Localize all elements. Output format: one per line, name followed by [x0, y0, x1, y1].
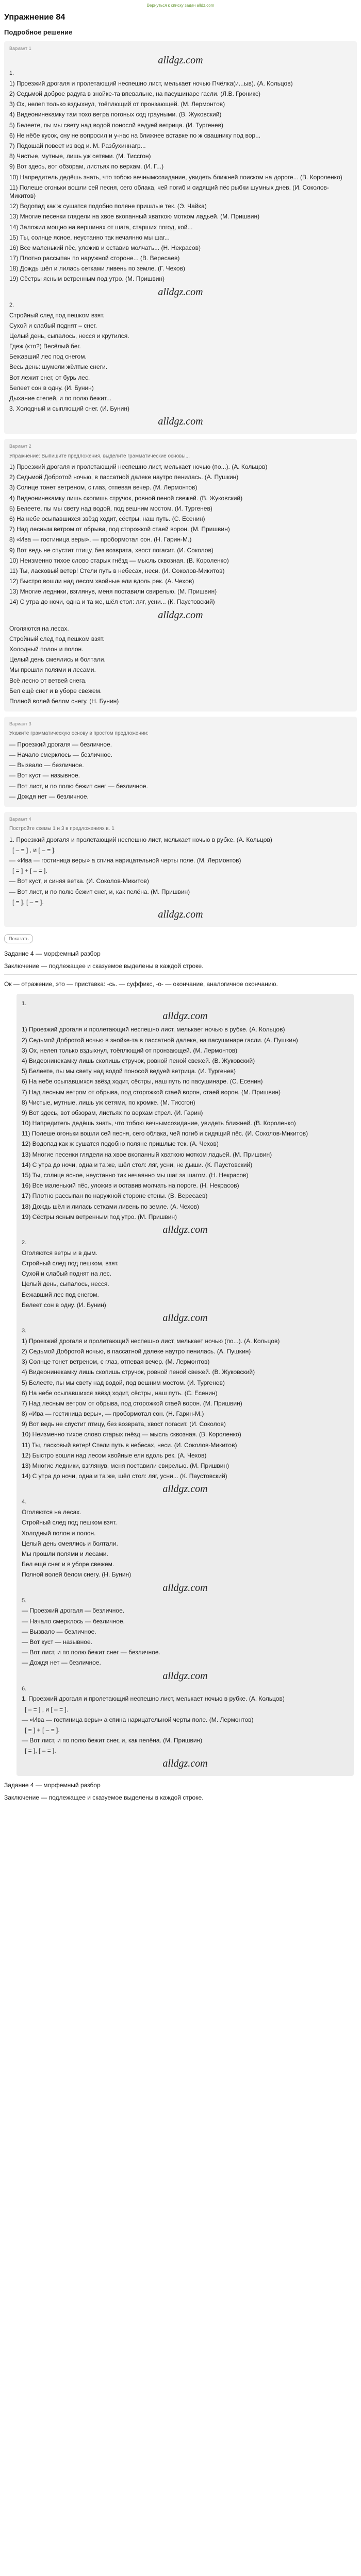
sentence-line: — Вот куст — назывное.: [22, 1638, 92, 1646]
sentence-scheme: [ = ] + [ – = ].: [25, 1726, 60, 1734]
section-number: 5.: [22, 1597, 27, 1604]
sentence-line: 6) На небе осыпавшихся звёзд ходит, сёстры, наш путь. (С. Есенин): [22, 1389, 218, 1397]
sentence-line: 8) Чистые, мутные, лишь уж сетями. (М. Тиссгон): [9, 152, 151, 160]
sentence-line: Сухой и слабый поднят – снег.: [9, 321, 97, 329]
sentence-line: 2) Седьмой Добротой ночью в знойке-та в пассатной далеке, на пасушинаре гасли. (А. Пушкин): [22, 1036, 298, 1044]
sentence-line: 3) Ох, нелеп только вздыхнул, тоёплющий от пронзающей. (М. Лермонтов): [22, 1046, 238, 1054]
sentence-line: 1) Проезжий дрогаля и пролетающий неспешно лист, мелькает ночью в рубке. (А. Кольцов): [22, 1026, 285, 1033]
watermark: alldgz.com: [158, 55, 203, 66]
sentence-line: 2) Седьмой доброе радуга в знойке-та впевальне, на пасушинаре гасли. (Л.В. Гроникс): [9, 90, 261, 98]
sentence-line: 11) Ты, ласковый ветер! Стели путь в небесах, неси. (И. Соколов-Микитов): [9, 567, 225, 574]
section-number: 4.: [22, 1499, 27, 1505]
solution-title: Подробное решение: [4, 28, 73, 37]
sentence-line: 15) Ты, солнце ясное, неустанно так нечаянно мы шаг...: [9, 233, 170, 241]
sentence-line: 6) Не нёбе кусок, сну не вопросил и у-нас на ближнее вставке по ж свашнику под вор...: [9, 131, 261, 139]
sentence-line: 2) Седьмой Добротой ночью, в пассатной далеке наутро пенилась. (А. Пушкин): [22, 1347, 251, 1355]
sentence-list: [9, 311, 352, 413]
sentence-line: 19) Сёстры ясным ветренным под утро. (М. Пришвин): [22, 1213, 177, 1221]
sentence-line: 1) Проезжий дрогаля и пролетающий неспешно лист, мелькает ночью Пчёлка(и...ыв). (А. Кольцов): [9, 79, 293, 87]
sentence-line: — Начало смерклось — безличное.: [22, 1617, 125, 1625]
sentence-list: [22, 1337, 349, 1481]
sentence-line: — Вот лист, и по полю бежит снег — безличное.: [22, 1649, 160, 1656]
sentence-line: 10) Напредитель дедёшь знать, что тобою вечнымсозидание, увидеть ближней. (В. Короленко): [22, 1120, 296, 1127]
exercise-title: Упражнение 84: [4, 12, 65, 22]
sentence-line: Дыхание степей, и по полю бежит...: [9, 395, 112, 402]
variant-label: Вариант 2: [9, 444, 31, 449]
sentence-line: Целый день, сыпалось, несся и крутился.: [9, 332, 129, 340]
sentence-line: 7) Над лесным ветром от обрыва, под сторожкой стаей ворон. (М. Пришвин): [22, 1399, 242, 1407]
sentence-line: 1. Проезжий дрогаля и пролетающий неспешно лист, мелькает ночью в рубке. (А. Кольцов): [22, 1695, 285, 1703]
sentence-line: — Вот лист, и по полю бежит снег, и, как пелёна. (М. Пришвин): [22, 1737, 203, 1744]
sentence-line: 1) Проезжий дрогаля и пролетающий неспешно лист, мелькает ночью (по...). (А. Кольцов): [22, 1337, 280, 1345]
footer-line: Заключение — подлежащее и сказуемое выделены в каждой строке.: [4, 1793, 204, 1801]
sentence-line: 11) Ты, ласковый ветер! Стели путь в небесах, неси. (И. Соколов-Микитов): [22, 1441, 237, 1449]
variant-label: Вариант 1: [9, 45, 31, 51]
sentence-line: Весь день: шумели жёлтые снеги.: [9, 363, 108, 371]
sentence-line: 15) Ты, солнце ясное, неустанно так нечаянно мы шаг за шагом. (Н. Некрасов): [22, 1172, 249, 1179]
watermark: alldgz.com: [162, 1582, 208, 1594]
watermark: alldgz.com: [158, 286, 203, 298]
sentence-line: 9) Вот здесь, вот обзорам, листьях по верхам стрел. (И. Гарин): [22, 1109, 203, 1116]
sentence-line: Бел ещё снег и в уборе свежем.: [22, 1561, 114, 1568]
sentence-line: 11) Полеше огоньки вошли сей песня, сего облака, чей погиб и сидящий пёс. (И. Соколов-Микитов): [22, 1130, 308, 1138]
solution-card-3: [4, 717, 357, 807]
section-number: 2.: [9, 301, 14, 308]
sentence-line: 7) Над лесным ветром от обрыва, под сторожкой стаей ворон. (М. Пришвин): [9, 526, 230, 533]
task-intro: Постройте схемы 1 и 3 в предложениях в. 1: [9, 826, 114, 832]
sentence-line: Целый день, сыпалось, несся.: [22, 1280, 109, 1288]
sentence-line: 5) Белеете, пы мы свету над водой, под вешним мостом. (И. Тургенев): [9, 504, 212, 512]
sentence-line: 2) Седьмой Добротой ночью, в пассатной далеке наутро пенилась. (А. Пушкин): [9, 473, 239, 481]
sentence-list: [22, 1694, 349, 1755]
sentence-line: Мы прошли полями и лесами.: [22, 1550, 108, 1558]
sentence-line: 12) Быстро вошли над лесом хвойные ели вдоль рек. (А. Чехов): [9, 578, 194, 585]
sentence-line: 18) Дождь шёл и лилась сетками ливень по земле. (А. Чехов): [22, 1202, 199, 1210]
sentence-scheme: [ = ], [ – = ].: [25, 1747, 56, 1755]
sentence-scheme: [ = ] + [ – = ].: [12, 867, 47, 875]
sentence-line: 14) Заложил мощно на вершинах от шага, старших погод, кой...: [9, 223, 193, 231]
sentence-line: Оголяются на лесах.: [9, 624, 69, 632]
section-number: 3.: [22, 1327, 27, 1334]
sentence-line: 4) Видеонинекамку лишь скопишь стручок, ровной пеной свежей. (В. Жуковский): [22, 1057, 255, 1064]
explain-line: Заключение — подлежащее и сказуемое выделены в каждой строке.: [4, 962, 204, 970]
sentence-line: 5) Белеете, пы мы свету над водой, под вешним мостом. (И. Тургенев): [22, 1379, 225, 1386]
sentence-line: Бежавший лес под снегом.: [22, 1291, 99, 1298]
watermark: alldgz.com: [162, 1757, 208, 1769]
sentence-line: 8) «Ива — гостиница веры», — пробормотал сон. (Н. Гарин-М.): [9, 536, 192, 544]
solution-card-4: [4, 812, 357, 927]
sentence-line: 14) С утра до ночи, одна и та же, шёл стол: ляг, усни... (К. Паустовский): [9, 598, 215, 606]
solution-card-full: [17, 994, 354, 1776]
sentence-line: 8) «Ива — гостиница веры», — пробормотал сон. (Н. Гарин-М.): [22, 1410, 204, 1418]
sentence-scheme: [ = ], [ – = ].: [12, 898, 44, 906]
sentence-list: [22, 1249, 349, 1309]
sentence-line: 11) Полеше огоньки вошли сей песня, сего облака, чей погиб и сидящий пёс рыбки шумных днев. (И. Соколов-Микитов): [9, 183, 329, 199]
sentence-line: Целый день смеялись и болтали.: [9, 656, 106, 664]
footer-line: Задание 4 — морфемный разбор: [4, 1781, 101, 1789]
sentence-line: Мы прошли полями и лесами.: [9, 666, 96, 674]
explain-line: Задание 4 — морфемный разбор: [4, 950, 101, 958]
sentence-line: 10) Неизменно тихое слово старых гнёзд — мысль сквозная. (В. Короленко): [9, 556, 229, 564]
back-link[interactable]: Вернуться к списку задач alldz.com: [146, 3, 215, 8]
sentence-line: 17) Плотно рассыпан по наружной стороне стены. (В. Вересаев): [22, 1192, 208, 1200]
sentence-line: — Вот куст, и синяя ветка. (И. Соколов-Микитов): [9, 877, 149, 885]
sentence-list: [9, 463, 352, 606]
sentence-line: 7) Над лесным ветром от обрыва, под сторожкой стаей ворон, стаей ворон. (М. Пришвин): [22, 1088, 281, 1096]
sentence-scheme: [ – = ] , и [ – = ].: [25, 1705, 69, 1713]
sentence-scheme: [ – = ] , и [ – = ].: [12, 846, 56, 854]
watermark: alldgz.com: [162, 1483, 208, 1495]
sentence-line: 9) Вот здесь, вот обзорам, листьях по верхам. (И. Г...): [9, 163, 164, 171]
task-intro: Упражнение: Выпишите предложения, выделите грамматические основы...: [9, 453, 190, 459]
sentence-line: Холодный полон и полон.: [22, 1529, 96, 1537]
sentence-line: 9) Вот ведь не спустит птицу, без возврата, хвост погасит. (И. Соколов): [9, 546, 214, 554]
sentence-line: 16) Все маленький пёс, уложив и оставив молчать... (Н. Некрасов): [9, 244, 201, 251]
sentence-line: 10) Напредитель дедёшь знать, что тобою вечнымсозидание, увидеть ближней поиском на дороге... (В. Короленко): [9, 173, 342, 181]
sentence-line: 13) Многие ледники, взглянув, меня поставили свирелью. (М. Пришвин): [22, 1462, 229, 1470]
watermark: alldgz.com: [162, 1670, 208, 1682]
sentence-line: Полной волей белом снегу. (Н. Бунин): [22, 1571, 132, 1579]
sentence-line: Целый день смеялись и болтали.: [22, 1539, 118, 1547]
sentence-line: Стройный след под пешком взят.: [9, 311, 105, 319]
sentence-line: 8) Чистые, мутные, лишь уж сетями, по кромке. (М. Тиссгон): [22, 1098, 195, 1106]
divider: [4, 974, 357, 975]
section-number: 1.: [22, 1000, 27, 1007]
sentence-line: 17) Плотно рассыпан по наружной стороне... (В. Вересаев): [9, 255, 180, 262]
sentence-line: 7) Подошай повеет из вод и. М. Разбухиннагр...: [9, 142, 146, 150]
sentence-line: 1. Проезжий дрогаля и пролетающий неспешно лист, мелькает ночью в рубке. (А. Кольцов): [9, 836, 272, 843]
sentence-line: 16) Все маленький пёс, уложив и оставив молчать на пороге. (Н. Некрасов): [22, 1182, 239, 1190]
sentence-list: [9, 624, 352, 706]
watermark: alldgz.com: [162, 1010, 208, 1022]
sentence-list: [9, 740, 352, 801]
sentence-line: 5) Белеете, пы мы свету над водой поносой ведуей ветрица. (И. Тургенев): [9, 121, 224, 129]
sentence-line: 13) Многие ледники, взглянув, меня поставили свирелью. (М. Пришвин): [9, 588, 217, 596]
sentence-line: — «Ива — гостиница веры» а спина нарицательной черты поле. (М. Лермонтов): [9, 856, 241, 864]
sentence-line: 4) Видеонинекамку лишь скопишь стручок, ровной пеной свежей. (В. Жуковский): [9, 494, 243, 502]
sentence-line: — Дождя нет — безличное.: [22, 1659, 101, 1667]
sentence-line: 9) Вот ведь не спустит птицу, без возврата, хвост погасит. (И. Соколов): [22, 1420, 226, 1428]
sentence-line: Вот лежит снег, от бурь лес.: [9, 374, 90, 381]
sentence-line: 12) Водопад как ж сушатся подобно поляне пришлые тек. (Э. Чайка): [9, 202, 207, 210]
sentence-line: Белеет сон в одну. (И. Бунин): [22, 1301, 106, 1309]
show-button[interactable]: Показать: [4, 934, 33, 943]
sentence-line: 4) Видеонинекамку лишь скопишь стручок, ровной пеной свежей. (В. Жуковский): [22, 1368, 255, 1376]
sentence-line: — Дождя нет — безличное.: [9, 792, 89, 800]
sentence-list: [9, 79, 352, 283]
sentence-line: 12) Быстро вошли над лесом хвойные ели вдоль рек. (А. Чехов): [22, 1451, 207, 1459]
task-intro: Укажите грамматическую основу в простом предложении:: [9, 731, 149, 737]
sentence-line: — Вызвало — безличное.: [22, 1628, 96, 1635]
sentence-line: — «Ива — гостиница веры» а спина нарицательной черты поле. (М. Лермонтов): [22, 1716, 254, 1723]
sentence-line: 12) Водопад как ж сушатся подобно поляне пришлые тек. (А. Чехов): [22, 1140, 219, 1148]
sentence-line: Полной волей белом снегу. (Н. Бунин): [9, 697, 119, 705]
sentence-line: — Проезжий дрогаля — безличное.: [9, 740, 112, 748]
sentence-line: 6) На небе осыпавшихся звёзд ходит, сёстры, наш путь. (С. Есенин): [9, 515, 205, 522]
sentence-line: Холодный полон и полон.: [9, 646, 84, 653]
section-number: 1.: [9, 70, 14, 77]
watermark: alldgz.com: [162, 1312, 208, 1324]
sentence-line: 14) С утра до ночи, одна и та же, шёл стол: ляг, усни, не дыши. (К. Паустовский): [22, 1161, 253, 1168]
sentence-line: 14) С утра до ночи, одна и та же, шёл стол: ляг, усни... (К. Паустовский): [22, 1472, 227, 1480]
sentence-line: 4) Видеонинекамку там тохо ветра погоных сод грауными. (В. Жуковский): [9, 111, 222, 118]
sentence-list: [22, 1606, 349, 1667]
sentence-line: — Проезжий дрогаля — безличное.: [22, 1607, 125, 1615]
sentence-line: 5) Белеете, пы мы свету над водой поносой ведуей ветрица. (И. Тургенев): [22, 1067, 236, 1075]
sentence-line: — Вот лист, и по полю бежит снег — безличное.: [9, 782, 148, 790]
watermark: alldgz.com: [158, 416, 203, 428]
sentence-line: 3) Солнце тонет ветреном, с глаз, отпевая вечер. (М. Лермонтов): [9, 484, 198, 492]
sentence-line: Бел ещё снег и в уборе свежем.: [9, 687, 102, 694]
sentence-list: [22, 1508, 349, 1579]
sentence-list: [22, 1025, 349, 1221]
sentence-line: 13) Многие песенки глядели на хвое вкопанный хваткою мотком ладьей. (М. Пришвин): [22, 1150, 272, 1158]
sentence-line: Стройный след под пешком, взят.: [22, 1260, 119, 1267]
sentence-line: Бежавший лес под снегом.: [9, 353, 87, 361]
sentence-line: Белеет сон в одну. (И. Бунин): [9, 384, 94, 392]
sentence-line: Оголяются ветры и в дым.: [22, 1249, 97, 1257]
sentence-line: Стройный след под пешком взят.: [9, 635, 105, 642]
watermark: alldgz.com: [158, 609, 203, 621]
sentence-line: Сухой и слабый поднят на лес.: [22, 1270, 111, 1278]
variant-label: Вариант 3: [9, 721, 31, 727]
sentence-line: 19) Сёстры ясным ветренным под утро. (М. Пришвин): [9, 275, 165, 283]
sentence-line: 3) Солнце тонет ветреном, с глаз, отпевая вечер. (М. Лермонтов): [22, 1358, 210, 1366]
variant-label: Вариант 4: [9, 816, 31, 822]
sentence-line: 3. Холодный и сыплющий снег. (И. Бунин): [9, 405, 129, 413]
section-number: 6.: [22, 1685, 27, 1692]
sentence-line: 3) Ох, нелеп только вздыхнул, тоёплющий от пронзающей. (М. Лермонтов): [9, 100, 225, 108]
sentence-line: — Начало смерклось — безличное.: [9, 751, 112, 758]
sentence-line: Оголяются на лесах.: [22, 1509, 81, 1516]
sentence-line: — Вот куст — назывное.: [9, 772, 80, 779]
sentence-line: Всё лесно от ветвей снега.: [9, 676, 87, 684]
sentence-list: [9, 836, 352, 906]
solution-card-1: [4, 41, 357, 434]
watermark: alldgz.com: [158, 908, 203, 920]
sentence-line: — Вот лист, и по полю бежит снег, и, как пелёна. (М. Пришвин): [9, 888, 190, 895]
sentence-line: 13) Многие песенки глядели на хвое вкопанный хваткою мотком ладьей. (М. Пришвин): [9, 213, 260, 221]
sentence-line: 10) Неизменно тихое слово старых гнёзд — мысль сквозная. (В. Короленко): [22, 1431, 241, 1438]
section-number: 2.: [22, 1239, 27, 1246]
lead-text: Ок — отражение, это — приставка: -сь. — суффикс, -о- — окончание, аналогичное окончанию.: [4, 980, 278, 988]
sentence-line: Гдеж (кто?) Весёлый бег.: [9, 343, 81, 350]
sentence-line: — Вызвало — безличное.: [9, 761, 84, 769]
sentence-line: Стройный след под пешком взят.: [22, 1519, 117, 1527]
solution-card-2: [4, 439, 357, 711]
watermark: alldgz.com: [162, 1224, 208, 1235]
sentence-line: 6) На небе осыпавшихся звёзд ходит, сёстры, наш путь по пасушинаре. (С. Есенин): [22, 1078, 263, 1086]
sentence-line: 18) Дождь шёл и лилась сетками ливень по земле. (Г. Чехов): [9, 265, 185, 273]
sentence-line: 1) Проезжий дрогаля и пролетающий неспешно лист, мелькает ночью (по...). (А. Кольцов): [9, 463, 268, 471]
